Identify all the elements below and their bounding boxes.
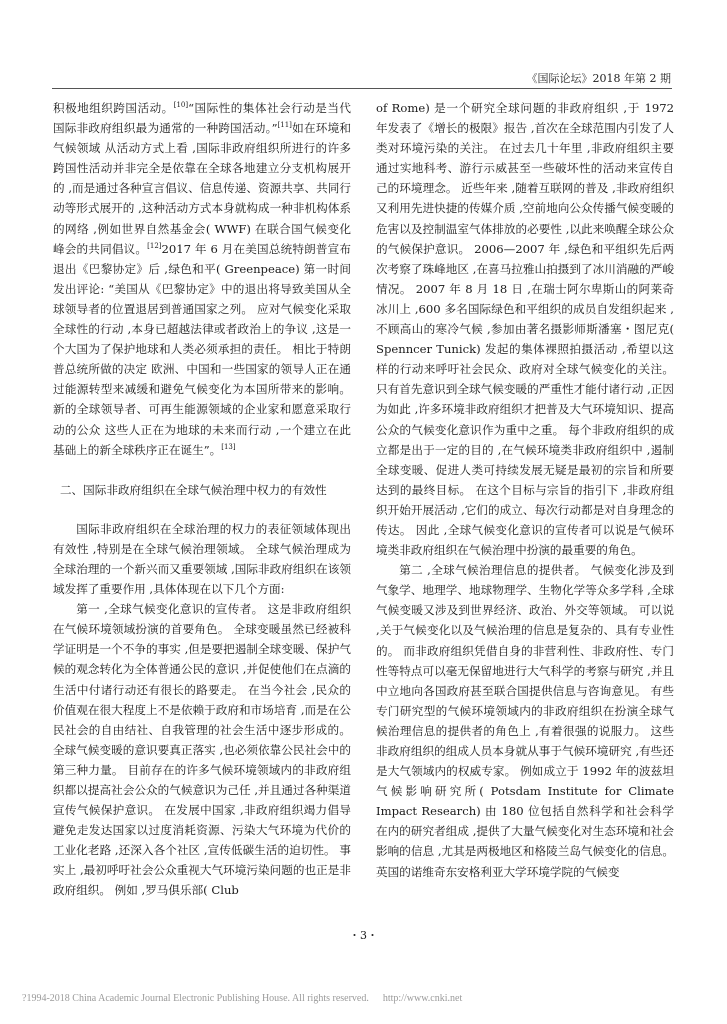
right-column (376, 98, 674, 882)
paragraph-first-role-continued: of Rome) 是一个研究全球问题的非政府组织 ,于 1972 年发表了《增长的极限》报告 ,首次在全球范围内引发了人类对环境污染的关注。 在过去几十年里 ,非政府组织主要通过实地科考、游行示威甚至一些破坏性的活动来宣传自己的环境理念。 近些年来 ,随着互联网的普及 ,非政府组织又利用先进快捷的传媒介质 ,空前地向公众传播气候变暖的危害以及控制温室气体排放的必要性 ,以此来唤醒全球公众的气候保护意识。 2006—2007 年 ,绿色和平组织先后两次考察了珠峰地区 ,在喜马拉雅山拍摄到了冰川消融的严峻情况。 2007 年 8 月 18 日 ,在瑞士阿尔卑斯山的阿莱奇冰川上 ,600 多名国际绿色和平组织的成员自发组织起来 ,不顾高山的寒冷气候 ,参加由著名摄影师斯潘塞・图尼克( Spenncer Tunick) 发起的集体裸照拍摄活动 ,希望以这样的行动来呼吁社会民众、政府对全球气候变化的关注。 只有首先意识到全球气候变暖的严重性才能付诸行动 ,正因为如此 ,许多环境非政府组织才把普及大气环境知识、提高公众的气候变化意识作为重中之重。 每个非政府组织的成立都是出于一定的目的 ,在气候环境类非政府组织中 ,遏制全球变暖、促进人类可持续发展无疑是最初的宗旨和所要达到的最终目标。 在这个目标与宗旨的指引下 ,非政府组织开始开展活动 ,它们的成立、每次行动都是对自身理念的传达。 因此 ,全球气候变化意识的宣传者可以说是气候环境类非政府组织在气候治理中扮演的最重要的角色。 (376, 101, 674, 558)
paragraph-ngo-activities (53, 98, 351, 460)
citation-ref: [13] (221, 442, 236, 451)
paragraph-text: 积极地组织跨国活动。 (53, 101, 174, 115)
citation-ref: [11] (277, 121, 292, 130)
left-column (53, 98, 351, 901)
paragraph-second-role: 第二 ,全球气候治理信息的提供者。 气候变化涉及到气象学、地理学、地球物理学、生物化学等众多学科 ,全球气候变暖又涉及到世界经济、政治、外交等领域。 可以说 ,关于气候变化以及气候治理的信息是复杂的、具有专业性的。 而非政府组织凭借自身的非营利性、非政府性、专门性等特点可以毫无保留地进行大气科学的考察与研究 ,并且中立地向各国政府甚至联合国提供信息与咨询意见。 有些专门研究型的气候环境领域内的非政府组织在扮演全球气候治理信息的提供者的角色上 ,有着很强的说服力。 这些非政府组织的组成人员本身就从事于气候环境研究 ,有些还是大气领域内的权威专家。 例如成立于 1992 年的波兹坦气候影响研究所( Potsdam Institute for Climate Impact Research) 由 180 位包括自然科学和社会科学在内的研究者组成 ,提供了大量气候变化对生态环境和社会影响的信息 ,尤其是两极地区和格陵兰岛气候变化的信息。 英国的诺维奇东安格利亚大学环境学院的气候变 (376, 563, 674, 879)
journal-header: 《国际论坛》2018 年第 2 期 (526, 72, 671, 85)
section-heading: 二、国际非政府组织在全球气候治理中权力的有效性 (59, 482, 327, 497)
paragraph-text: “国际性的集体社会行动是当代国际非政府组织最为通常的一种跨国活动。” (53, 101, 351, 136)
header-rule (52, 88, 672, 89)
citation-ref: [10] (173, 101, 189, 110)
footer (22, 993, 462, 1004)
paragraph-text: 2017 年 6 月在美国总统特朗普宣布退出《巴黎协定》后 ,绿色和平( Greenpeace) 第一时间发出评论: “美国从《巴黎协定》中的退出将导致美国从全球领导者的位置退居到普通国家之列。 应对气候变化采取全球性的行动 ,本身已超越法律或者政治上的争议 ,这是一个大国为了保护地球和人类必须承担的责任。 相比于特朗普总统所做的决定 欧洲、中国和一些国家的领导人正在通过能源转型来减缓和避免气候变化为本国所带来的影响。 新的全球领导者、可再生能源领域的企业家和愿意采取行动的公众 这些人正在为地球的未来而行动 ,一个建立在此基础上的新全球秩序正在诞生”。 (53, 241, 351, 457)
copyright-notice: ?1994-2018 China Academic Journal Electronic Publishing House. All rights reserved. (22, 993, 369, 1004)
paragraph-intro: 国际非政府组织在全球治理的权力的表征领域体现出有效性 ,特别是在全球气候治理领域。 全球气候治理成为全球治理的一个新兴而又重要领域 ,国际非政府组织在该领域发挥了重要作用 ,具体体现在以下几个方面: (53, 521, 351, 597)
paragraph-text: 如在环境和气候领域 从活动方式上看 ,国际非政府组织所进行的许多跨国性活动并非完全是依靠在全球各地建立分支机构展开的 ,而是通过各种宣言倡议、信息传递、资源共享、共同行动等形式展开的 ,这种活动方式本身就构成一种非机构体系的网络 ,例如世界自然基金会( WWF) 在联合国气候变化峰会的共同倡议。 (53, 121, 351, 256)
page-number: ・3・ (349, 929, 378, 942)
paragraph-first-role: 第一 ,全球气候变化意识的宣传者。 这是非政府组织在气候环境领域扮演的首要角色。 全球变暖虽然已经被科学证明是一个不争的事实 ,但是要把遏制全球变暖、保护气候的观念转化为全体普通公民的意识 ,并促使他们在点滴的生活中付诸行动还有很长的路要走。 在当今社会 ,民众的价值观在很大程度上不是依赖于政府和市场培育 ,而是在公民社会的自由结社、自我管理的社会生活中逐步形成的。 全球气候变暖的意识要真正落实 ,也必须依靠公民社会中的第三种力量。 目前存在的许多气候环境领域内的非政府组织都以提高社会公众的气候意识为己任 ,并且通过各种渠道宣传气候保护意识。 在发展中国家 ,非政府组织竭力倡导避免走发达国家以过度消耗资源、污染大气环境为代价的工业化老路 ,还深入各个社区 ,宣传低碳生活的迫切性。 事实上 ,最初呼吁社会公众重视大气环境污染问题的也正是非政府组织。 例如 ,罗马俱乐部( Club (53, 602, 351, 898)
citation-ref: [12] (147, 241, 162, 250)
footer-url: http://www.cnki.net (382, 993, 463, 1004)
